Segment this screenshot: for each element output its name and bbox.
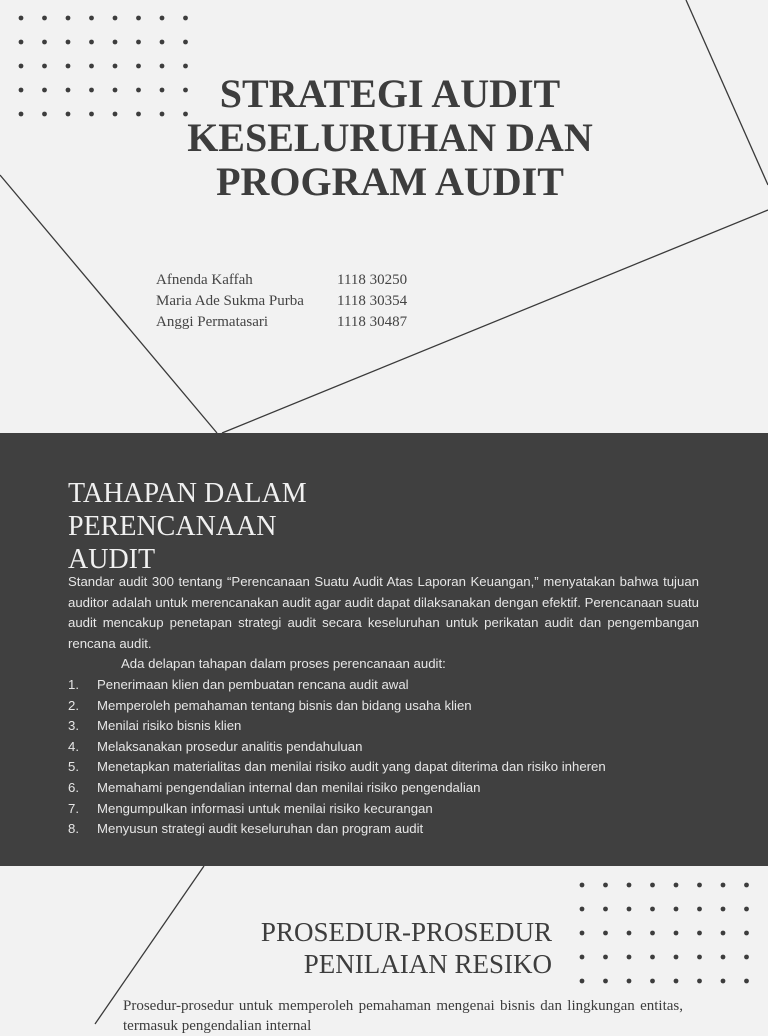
section-body: Prosedur-prosedur untuk memperoleh pemahaman mengenai bisnis dan lingkungan entitas, termasuk pengendalian internal bbox=[123, 998, 683, 1034]
decorative-dot bbox=[580, 955, 585, 960]
title-line: TAHAPAN DALAM bbox=[68, 478, 307, 509]
author-id: 1118 30250 bbox=[337, 272, 408, 288]
decorative-dot bbox=[627, 955, 632, 960]
decorative-dot bbox=[89, 88, 94, 93]
decorative-dot bbox=[160, 16, 165, 21]
author-list bbox=[156, 270, 407, 333]
author-name: Maria Ade Sukma Purba bbox=[156, 293, 304, 309]
decorative-background bbox=[0, 0, 768, 433]
decorative-dot bbox=[697, 883, 702, 888]
decorative-dot bbox=[66, 112, 71, 117]
risk-assessment-slide bbox=[0, 866, 768, 1034]
decorative-dot bbox=[697, 931, 702, 936]
decorative-dot bbox=[650, 931, 655, 936]
decorative-dot bbox=[42, 40, 47, 45]
list-intro: Ada delapan tahapan dalam proses perencanaan audit: bbox=[121, 656, 446, 672]
decorative-dot bbox=[627, 979, 632, 984]
decorative-dot bbox=[603, 955, 608, 960]
decorative-dot bbox=[160, 40, 165, 45]
decorative-dot bbox=[744, 907, 749, 912]
item-number: 5. bbox=[68, 759, 79, 775]
decorative-dot bbox=[627, 907, 632, 912]
item-number: 6. bbox=[68, 779, 79, 795]
decorative-dot bbox=[627, 931, 632, 936]
decorative-dot bbox=[580, 907, 585, 912]
section-title bbox=[68, 477, 368, 576]
decorative-dot bbox=[721, 931, 726, 936]
decorative-dot bbox=[66, 40, 71, 45]
decorative-dot bbox=[744, 931, 749, 936]
decorative-dot bbox=[650, 979, 655, 984]
list-item bbox=[68, 675, 699, 696]
title-line: KESELURUHAN DAN bbox=[187, 115, 593, 160]
item-number: 1. bbox=[68, 676, 79, 692]
item-text: Memperoleh pemahaman tentang bisnis dan bidang usaha klien bbox=[97, 697, 472, 713]
title-line: PROGRAM AUDIT bbox=[216, 159, 564, 204]
title-slide bbox=[0, 0, 768, 433]
decorative-dot bbox=[674, 883, 679, 888]
item-number: 8. bbox=[68, 821, 79, 837]
decorative-dot bbox=[674, 979, 679, 984]
item-text: Menilai risiko bisnis klien bbox=[97, 718, 242, 734]
decorative-dot bbox=[744, 883, 749, 888]
decorative-dot bbox=[113, 88, 118, 93]
item-text: Memahami pengendalian internal dan menilai risiko pengendalian bbox=[97, 779, 481, 795]
decorative-dot bbox=[721, 883, 726, 888]
decorative-dot bbox=[136, 40, 141, 45]
planning-stages-slide bbox=[0, 433, 768, 866]
decorative-dot bbox=[113, 40, 118, 45]
title-line: AUDIT bbox=[68, 544, 156, 575]
list-item bbox=[68, 757, 699, 778]
decorative-dot bbox=[650, 955, 655, 960]
title-line: PENILAIAN RESIKO bbox=[303, 949, 552, 979]
intro-paragraph: Standar audit 300 tentang “Perencanaan Suatu Audit Atas Laporan Keuangan,” menyatakan bahwa tujuan auditor adalah untuk merencanakan audit agar audit dapat dilaksanakan dengan efektif. Perencanaan suatu audit mencakup penetapan strategi audit secara keseluruhan untuk perikatan audit dan pengembangan rencana audit. bbox=[68, 574, 699, 651]
decorative-dot bbox=[136, 64, 141, 69]
title-line: PERENCANAAN bbox=[68, 511, 277, 542]
decorative-dot bbox=[650, 907, 655, 912]
author-id: 1118 30354 bbox=[337, 293, 408, 309]
decorative-dot bbox=[19, 16, 24, 21]
decorative-dot bbox=[89, 64, 94, 69]
author-row bbox=[156, 291, 407, 312]
author-id: 1118 30487 bbox=[337, 314, 408, 330]
decorative-dot bbox=[19, 40, 24, 45]
decorative-dot bbox=[744, 979, 749, 984]
decorative-dot bbox=[19, 64, 24, 69]
decorative-dot bbox=[697, 907, 702, 912]
decorative-dot bbox=[89, 16, 94, 21]
decorative-dot bbox=[42, 64, 47, 69]
decorative-dot bbox=[674, 907, 679, 912]
decorative-dot bbox=[697, 955, 702, 960]
item-number: 2. bbox=[68, 697, 79, 713]
decorative-dot bbox=[580, 979, 585, 984]
decorative-dot bbox=[721, 955, 726, 960]
title-line: STRATEGI AUDIT bbox=[219, 71, 561, 116]
planning-steps-list bbox=[68, 675, 699, 840]
item-text: Mengumpulkan informasi untuk menilai risiko kecurangan bbox=[97, 800, 433, 816]
decorative-dot bbox=[136, 16, 141, 21]
decorative-dot bbox=[42, 16, 47, 21]
decorative-dot bbox=[603, 907, 608, 912]
decorative-dot bbox=[113, 112, 118, 117]
list-item bbox=[68, 799, 699, 820]
author-row bbox=[156, 270, 407, 291]
decorative-dot bbox=[744, 955, 749, 960]
decorative-dot bbox=[580, 931, 585, 936]
decorative-dot bbox=[603, 883, 608, 888]
presentation-title bbox=[130, 72, 650, 204]
item-number: 7. bbox=[68, 800, 79, 816]
author-name: Afnenda Kaffah bbox=[156, 272, 253, 288]
decorative-dot bbox=[19, 112, 24, 117]
decorative-dot bbox=[183, 64, 188, 69]
decorative-dot bbox=[66, 16, 71, 21]
list-item bbox=[68, 716, 699, 737]
section-title bbox=[200, 916, 552, 980]
list-item bbox=[68, 696, 699, 717]
decorative-dot bbox=[674, 931, 679, 936]
decorative-dot bbox=[697, 979, 702, 984]
decorative-dot bbox=[603, 979, 608, 984]
decorative-dot bbox=[183, 16, 188, 21]
section-body bbox=[68, 572, 699, 840]
decorative-dot bbox=[89, 40, 94, 45]
item-number: 4. bbox=[68, 738, 79, 754]
decorative-dot bbox=[89, 112, 94, 117]
decorative-dot bbox=[66, 64, 71, 69]
item-text: Menyusun strategi audit keseluruhan dan program audit bbox=[97, 821, 424, 837]
decorative-dot bbox=[19, 88, 24, 93]
decorative-dot bbox=[650, 883, 655, 888]
decorative-dot bbox=[66, 88, 71, 93]
decorative-dot bbox=[42, 88, 47, 93]
author-row bbox=[156, 312, 407, 333]
list-item bbox=[68, 778, 699, 799]
list-item bbox=[68, 819, 699, 840]
decorative-dot bbox=[183, 40, 188, 45]
item-text: Melaksanakan prosedur analitis pendahuluan bbox=[97, 738, 363, 754]
item-number: 3. bbox=[68, 718, 79, 734]
author-name: Anggi Permatasari bbox=[156, 314, 269, 330]
decorative-dot bbox=[721, 907, 726, 912]
decorative-dot bbox=[627, 883, 632, 888]
item-text: Penerimaan klien dan pembuatan rencana audit awal bbox=[97, 676, 409, 692]
decorative-dot bbox=[42, 112, 47, 117]
decorative-dot bbox=[603, 931, 608, 936]
list-item bbox=[68, 737, 699, 758]
decorative-dot bbox=[721, 979, 726, 984]
decorative-dot bbox=[580, 883, 585, 888]
decorative-dot bbox=[674, 955, 679, 960]
decorative-dot bbox=[113, 64, 118, 69]
decorative-dot bbox=[160, 64, 165, 69]
item-text: Menetapkan materialitas dan menilai risiko audit yang dapat diterima dan risiko inheren bbox=[97, 759, 606, 775]
decorative-line bbox=[686, 0, 768, 185]
decorative-dot bbox=[113, 16, 118, 21]
title-line: PROSEDUR-PROSEDUR bbox=[260, 917, 552, 947]
dot-grid-decoration bbox=[580, 883, 749, 984]
